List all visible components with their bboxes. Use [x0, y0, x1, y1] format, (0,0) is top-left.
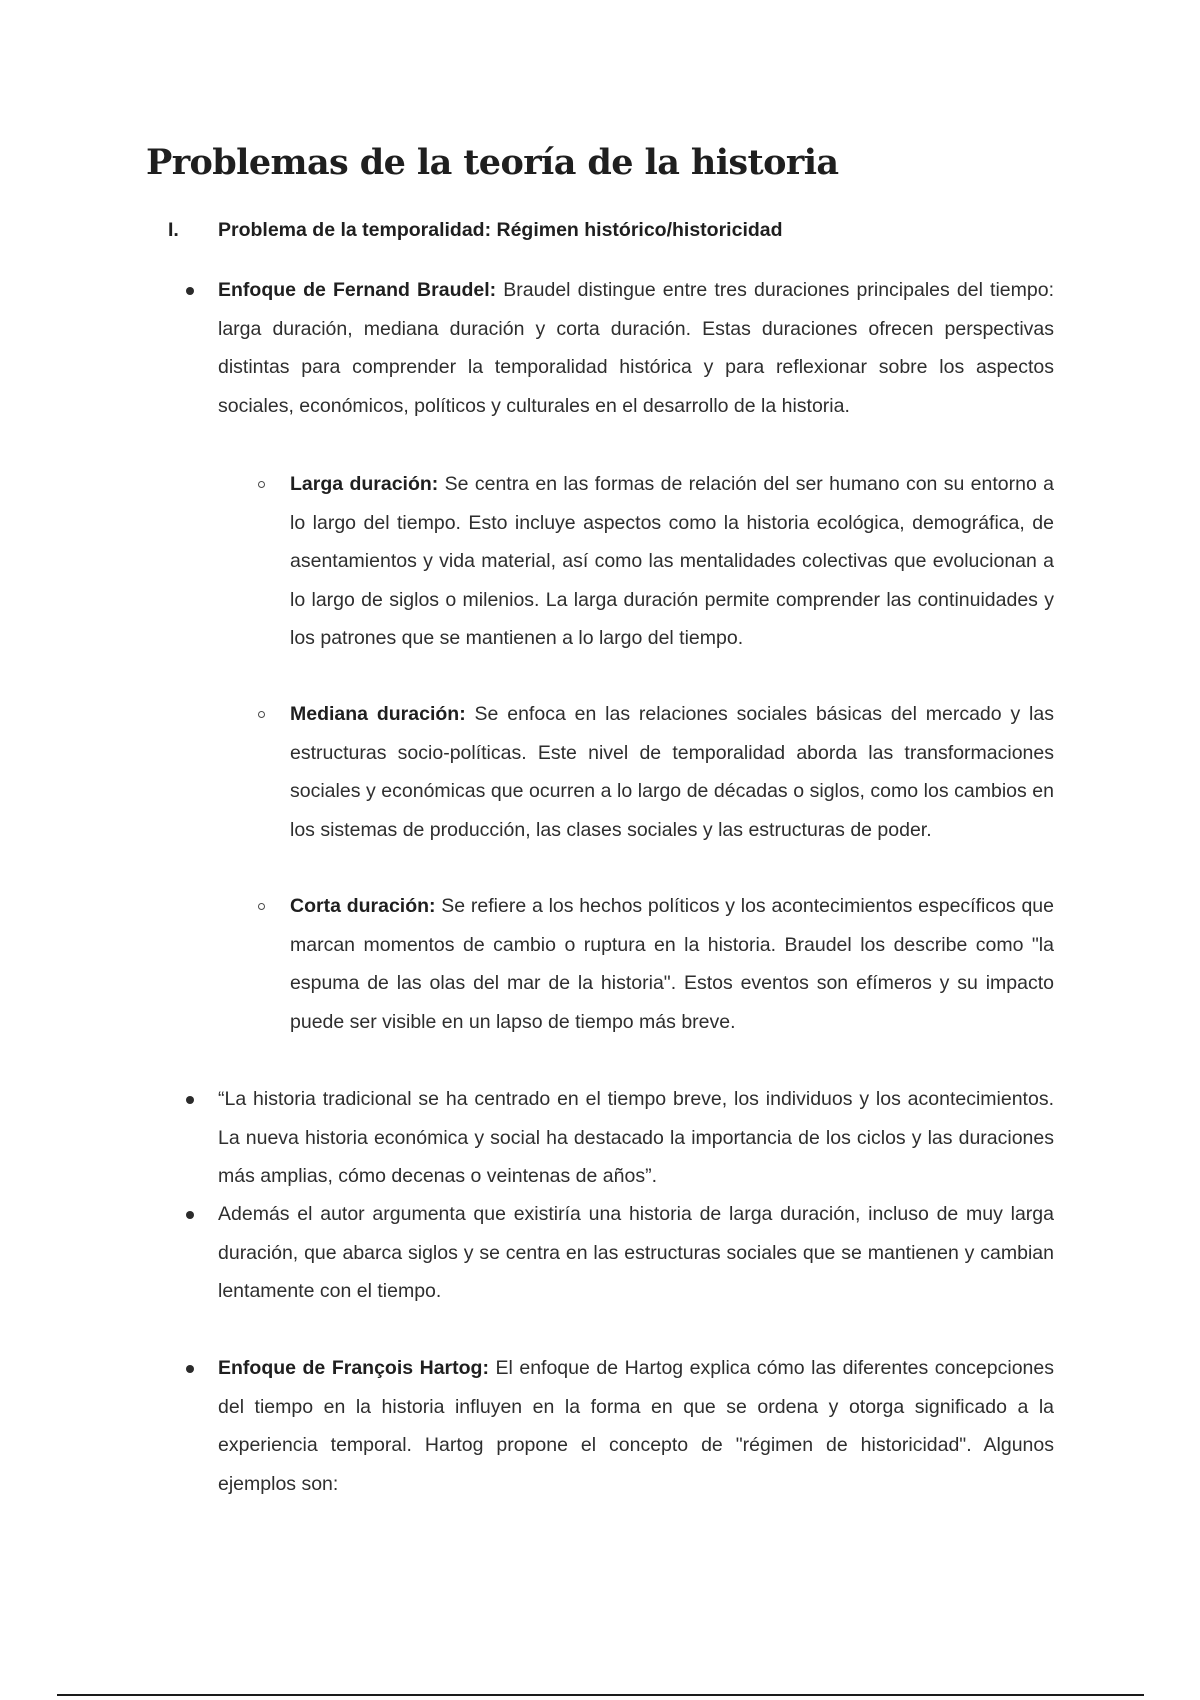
section-number: I.	[168, 219, 179, 241]
list-item-corta-duracion	[290, 887, 1054, 1041]
item-label: Enfoque de François Hartog:	[218, 1357, 489, 1379]
item-text: Braudel distingue entre tres duraciones principales del tiempo: larga duración, mediana duración y corta duración. Estas duraciones ofrecen perspectivas distintas para comprender la temporalidad histórica y para reflexionar sobre los aspectos sociales, económicos, políticos y culturales en el desarrollo de la historia.	[218, 279, 1054, 417]
list-item-braudel	[218, 271, 1054, 425]
section-heading-text: Problema de la temporalidad: Régimen histórico/historicidad	[218, 219, 783, 241]
section-heading	[168, 219, 783, 242]
item-text: Se enfoca en las relaciones sociales básicas del mercado y las estructuras socio-políticas. Este nivel de temporalidad aborda las transformaciones sociales y económicas que ocurren a lo largo de décadas o siglos, como los cambios en los sistemas de producción, las clases sociales y las estructuras de poder.	[290, 703, 1054, 841]
item-text: Además el autor argumenta que existiría una historia de larga duración, incluso de muy larga duración, que abarca siglos y se centra en las estructuras sociales que se mantienen y cambian lentamente con el tiempo.	[218, 1203, 1054, 1302]
item-label: Mediana duración:	[290, 703, 466, 725]
list-item-hartog	[218, 1349, 1054, 1503]
list-item-mediana-duracion	[290, 695, 1054, 849]
list-item-quote	[218, 1080, 1054, 1196]
item-label: Corta duración:	[290, 895, 436, 917]
item-text: “La historia tradicional se ha centrado en el tiempo breve, los individuos y los acontecimientos. La nueva historia económica y social ha destacado la importancia de los ciclos y las duraciones más amplias, cómo decenas o veintenas de años”.	[218, 1088, 1054, 1187]
document-title: Problemas de la teoría de la historia	[146, 142, 839, 183]
item-text: Se refiere a los hechos políticos y los acontecimientos específicos que marcan momentos de cambio o ruptura en la historia. Braudel los describe como "la espuma de las olas del mar de la historia". Estos eventos son efímeros y su impacto puede ser visible en un lapso de tiempo más breve.	[290, 895, 1054, 1033]
item-label: Larga duración:	[290, 473, 439, 495]
hollow-bullet-icon	[258, 481, 265, 488]
list-item-larga-duracion-argument	[218, 1195, 1054, 1311]
bullet-icon	[186, 287, 194, 295]
hollow-bullet-icon	[258, 711, 265, 718]
item-label: Enfoque de Fernand Braudel:	[218, 279, 497, 301]
item-text: Se centra en las formas de relación del ser humano con su entorno a lo largo del tiempo. Esto incluye aspectos como la historia ecológica, demográfica, de asentamientos y vida material, así como las mentalidades colectivas que evolucionan a lo largo de siglos o milenios. La larga duración permite comprender las continuidades y los patrones que se mantienen a lo largo del tiempo.	[290, 473, 1055, 649]
bullet-icon	[186, 1211, 194, 1219]
bullet-icon	[186, 1365, 194, 1373]
item-text: El enfoque de Hartog explica cómo las diferentes concepciones del tiempo en la historia influyen en la forma en que se ordena y otorga significado a la experiencia temporal. Hartog propone el concepto de "régimen de historicidad". Algunos ejemplos son:	[218, 1357, 1054, 1495]
list-item-larga-duracion	[290, 465, 1054, 658]
hollow-bullet-icon	[258, 903, 265, 910]
footer-divider	[57, 1694, 1144, 1696]
bullet-icon	[186, 1096, 194, 1104]
